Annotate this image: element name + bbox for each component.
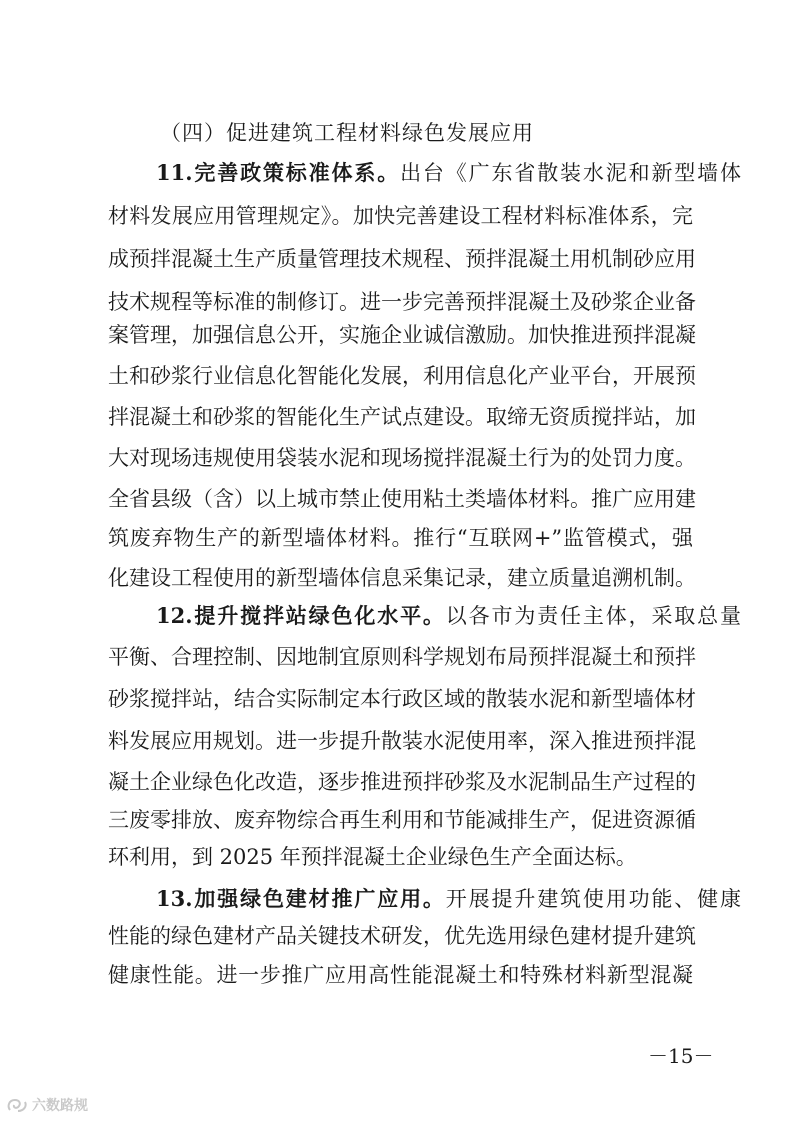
watermark-text: 六数路规 (32, 1098, 88, 1114)
item-12-line: 平衡、合理控制、因地制宜原则科学规划布局预拌混凝土和预拌 (108, 645, 696, 669)
item-12-line: 三废零排放、废弃物综合再生利用和节能减排生产，促进资源循 (108, 808, 696, 832)
item-11-line: 案管理，加强信息公开，实施企业诚信激励。加快推进预拌混凝 (108, 323, 696, 347)
watermark (6, 1095, 88, 1115)
page-number: －15－ (648, 1044, 714, 1068)
item-12-line-0: 以各市为责任主体，采取总量 (445, 604, 742, 628)
watermark-logo-icon (6, 1096, 28, 1114)
item-12-number: 12. (156, 603, 193, 628)
section-heading: （四）促进建筑工程材料绿色发展应用 (160, 121, 534, 145)
item-13-first-line (108, 885, 742, 913)
item-12-line: 环利用，到 2025 年预拌混凝土企业绿色生产全面达标。 (108, 845, 637, 869)
item-12-line: 凝土企业绿色化改造，逐步推进预拌砂浆及水泥制品生产过程的 (108, 770, 696, 794)
item-12-first-line (108, 602, 742, 630)
item-11-line: 技术规程等标准的制修订。进一步完善预拌混凝土及砂浆企业备 (108, 290, 696, 314)
item-11-line-0: 出台《广东省散装水泥和新型墙体 (400, 161, 742, 185)
item-12-title: 提升搅拌站绿色化水平。 (192, 603, 446, 628)
item-12-line: 料发展应用规划。进一步提升散装水泥使用率，深入推进预拌混 (108, 729, 696, 753)
item-11-line: 成预拌混凝土生产质量管理技术规程、预拌混凝土用机制砂应用 (108, 247, 696, 271)
item-13-line: 健康性能。进一步推广应用高性能混凝土和特殊材料新型混凝 (108, 963, 693, 987)
item-13-line-0: 开展提升建筑使用功能、健康 (445, 887, 742, 911)
item-11-line: 大对现场违规使用袋装水泥和现场搅拌混凝土行为的处罚力度。 (108, 446, 696, 470)
item-13-title: 加强绿色建材推广应用。 (192, 886, 446, 911)
item-11-line: 化建设工程使用的新型墙体信息采集记录，建立质量追溯机制。 (108, 566, 696, 590)
item-11-first-line (108, 159, 742, 187)
item-11-line: 全省县级（含）以上城市禁止使用粘土类墙体材料。推广应用建 (108, 487, 696, 511)
item-11-line: 土和砂浆行业信息化智能化发展，利用信息化产业平台，开展预 (108, 364, 696, 388)
item-11-number: 11. (156, 160, 193, 185)
item-13-line: 性能的绿色建材产品关键技术研发，优先选用绿色建材提升建筑 (108, 924, 696, 948)
item-13-number: 13. (156, 886, 193, 911)
item-12-line: 砂浆搅拌站，结合实际制定本行政区域的散装水泥和新型墙体材 (108, 687, 696, 711)
item-11-line: 拌混凝土和砂浆的智能化生产试点建设。取缔无资质搅拌站，加 (108, 405, 696, 429)
item-11-line: 材料发展应用管理规定》。加快完善建设工程材料标准体系，完 (108, 204, 693, 228)
item-11-title: 完善政策标准体系。 (192, 160, 401, 185)
item-11-line: 筑废弃物生产的新型墙体材料。推行“互联网+”监管模式，强 (108, 526, 693, 550)
